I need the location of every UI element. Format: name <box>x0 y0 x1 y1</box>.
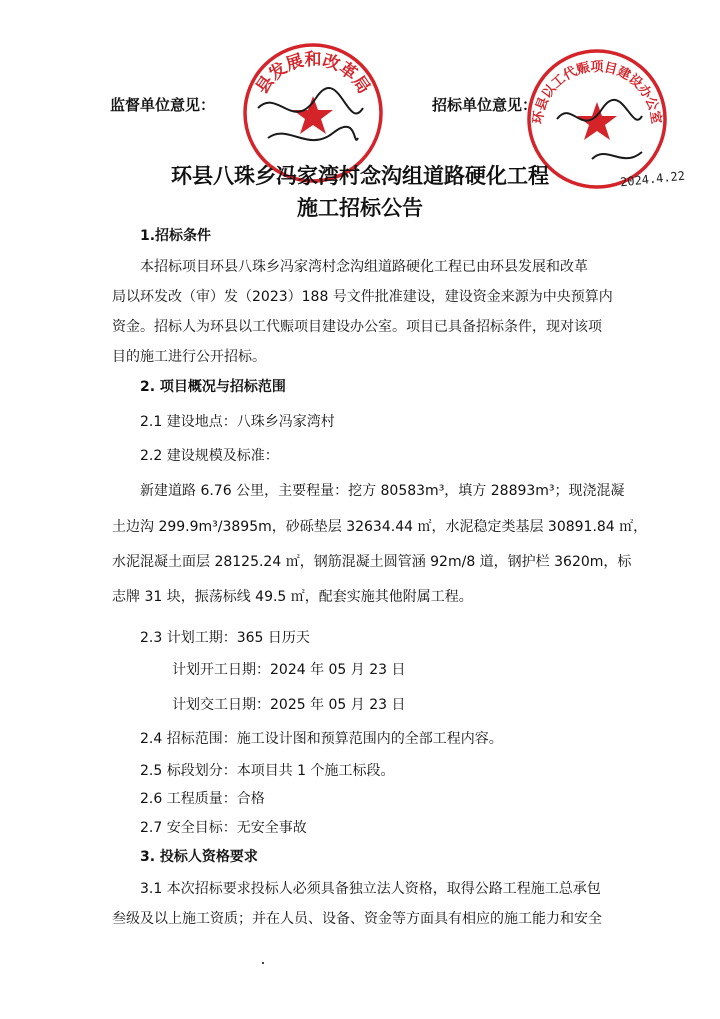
body-line: 计划交工日期：2025 年 05 月 23 日 <box>172 697 406 713</box>
body-line: 计划开工日期：2024 年 05 月 23 日 <box>172 662 406 678</box>
body-line: 目的施工进行公开招标。 <box>112 349 266 365</box>
body-line: 2.6 工程质量：合格 <box>140 791 265 807</box>
seal-right-text: 环县以工代赈项目建设办公室 <box>530 59 664 125</box>
scan-speck <box>262 962 264 964</box>
document-title: 环县八珠乡冯家湾村念沟组道路硬化工程 <box>171 164 549 188</box>
body-line: 新建道路 6.76 公里，主要程量：挖方 80583m³，填方 28893m³；现浇混凝 <box>140 483 625 499</box>
section-heading-3: 3. 投标人资格要求 <box>140 849 258 865</box>
body-line: 叁级及以上施工资质；并在人员、设备、资金等方面具有相应的施工能力和安全 <box>112 911 602 927</box>
tenderer-opinion-label: 招标单位意见： <box>432 96 538 114</box>
body-line: 2.2 建设规模及标准： <box>140 448 279 464</box>
body-line: 2.7 安全目标：无安全事故 <box>140 820 307 836</box>
document-subtitle: 施工招标公告 <box>297 196 423 220</box>
signature-date: 2024.4.22 <box>619 168 686 190</box>
seal-left-text: 县发展和改革局 <box>252 50 374 98</box>
body-line: 2.5 标段划分：本项目共 1 个施工标段。 <box>140 763 395 779</box>
body-line: 土边沟 299.9m³/3895m，砂砾垫层 32634.44 ㎡，水泥稳定类基层 30891.84 ㎡， <box>112 519 648 535</box>
svg-text:县发展和改革局 <box>252 50 373 98</box>
body-line: 本招标项目环县八珠乡冯家湾村念沟组道路硬化工程已由环县发展和改革 <box>140 259 588 275</box>
body-line: 2.3 计划工期：365 日历天 <box>140 630 310 646</box>
section-heading-1: 1.招标条件 <box>140 228 212 244</box>
supervisor-opinion-label: 监督单位意见： <box>110 96 216 114</box>
body-line: 局以环发改（审）发（2023）188 号文件批准建设，建设资金来源为中央预算内 <box>112 289 613 305</box>
body-line: 资金。招标人为环县以工代赈项目建设办公室。项目已具备招标条件，现对该项 <box>112 319 602 335</box>
body-line: 2.4 招标范围：施工设计图和预算范围内的全部工程内容。 <box>140 731 503 747</box>
body-line: 水泥混凝土面层 28125.24 ㎡，钢筋混凝土圆管涵 92m/8 道，钢护栏 3620m，标 <box>112 554 632 570</box>
section-heading-2: 2. 项目概况与招标范围 <box>140 379 286 395</box>
body-line: 3.1 本次招标要求投标人必须具备独立法人资格，取得公路工程施工总承包 <box>140 881 601 897</box>
body-line: 志牌 31 块，振荡标线 49.5 ㎡，配套实施其他附属工程。 <box>112 589 473 605</box>
body-line: 2.1 建设地点：八珠乡冯家湾村 <box>140 414 335 430</box>
